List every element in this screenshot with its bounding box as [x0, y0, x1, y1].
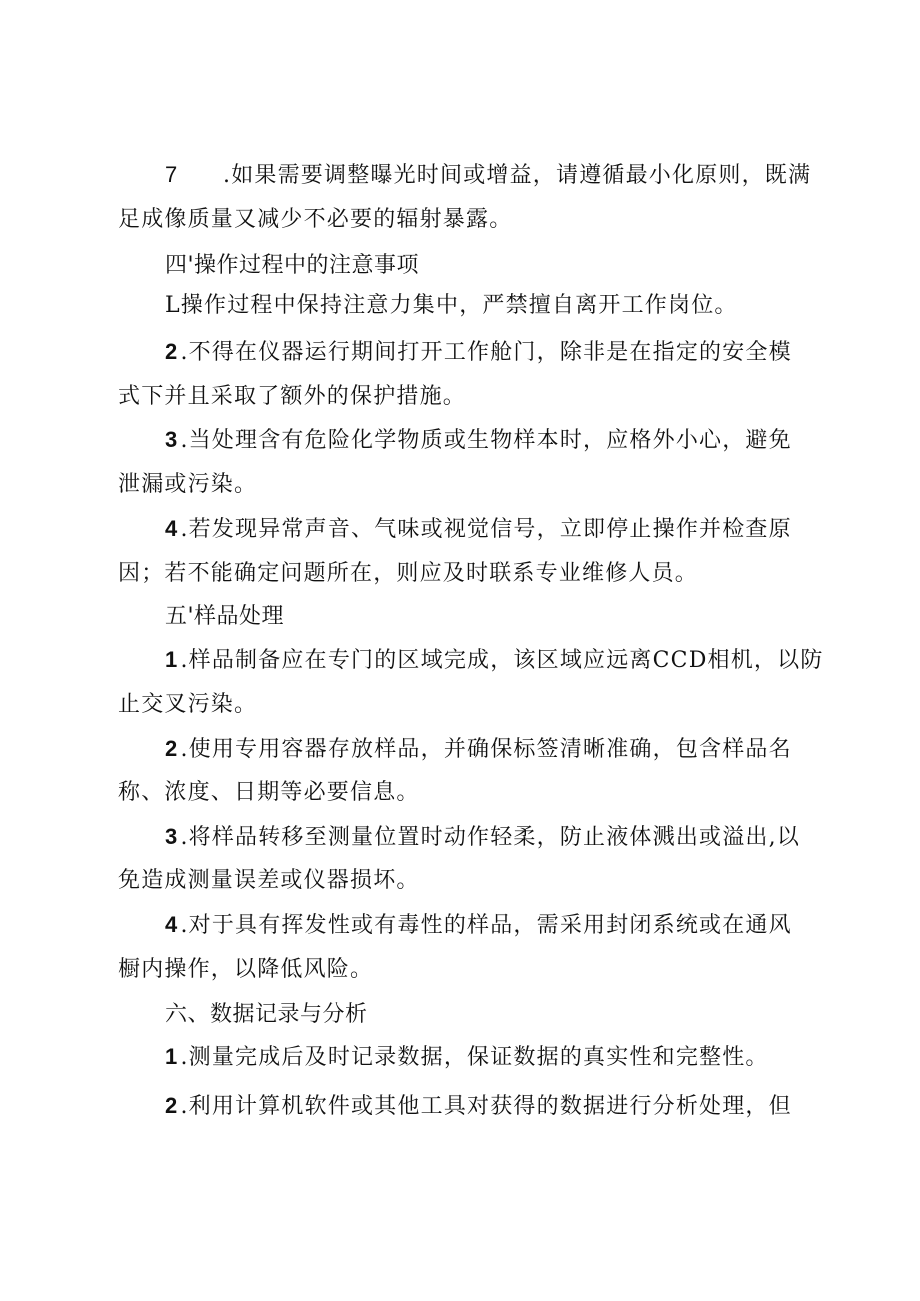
- list-item-5-4-line1: [165, 910, 815, 940]
- list-item-6-1-line1: [165, 1042, 815, 1072]
- item-text: .样品制备应在专门的区域完成，该区域应远离CCD相机，以防: [180, 648, 824, 673]
- item-text: .若发现异常声音、气味或视觉信号，立即停止操作并检查原: [180, 517, 792, 542]
- list-item-4-2-line2: 式下并且采取了额外的保护措施。: [118, 384, 467, 409]
- item-number: 7: [165, 162, 179, 187]
- section-heading-6: 六、数据记录与分析: [165, 1002, 368, 1027]
- list-item-7-line2: 足成像质量又减少不必要的辐射暴露。: [118, 207, 513, 232]
- section-heading-5: 五'样品处理: [165, 604, 285, 629]
- list-item-5-1-line2: 止交叉污染。: [118, 692, 258, 717]
- list-item-4-2-line1: [165, 337, 815, 367]
- list-item-6-2-line1: [165, 1091, 815, 1121]
- item-text: .对于具有挥发性或有毒性的样品，需采用封闭系统或在通风: [180, 913, 792, 938]
- item-text: .当处理含有危险化学物质或生物样本时，应格外小心，避免: [180, 428, 792, 453]
- list-item-7-line1: [165, 160, 815, 190]
- list-item-5-3-line1: [165, 822, 815, 852]
- item-text: .将样品转移至测量位置时动作轻柔，防止液体溅出或溢出,以: [180, 825, 801, 850]
- item-number: 3: [165, 824, 179, 849]
- item-number: 2: [165, 736, 179, 761]
- item-text: .利用计算机软件或其他工具对获得的数据进行分析处理，但: [180, 1094, 792, 1119]
- item-number: 4: [165, 516, 179, 541]
- item-number: 4: [165, 912, 179, 937]
- item-number: 2: [165, 339, 179, 364]
- item-text: .使用专用容器存放样品，并确保标签清晰准确，包含样品名: [180, 737, 792, 762]
- list-item-4-4-line1: [165, 514, 815, 544]
- item-text: .测量完成后及时记录数据，保证数据的真实性和完整性。: [180, 1045, 769, 1070]
- item-number: 3: [165, 427, 179, 452]
- list-item-4-3-line2: 泄漏或污染。: [118, 472, 258, 497]
- list-item-5-3-line2: 免造成测量误差或仪器损坏。: [118, 868, 420, 893]
- item-number: 1: [165, 647, 179, 672]
- item-text: .如果需要调整曝光时间或增益，请遵循最小化原则，既满: [223, 163, 812, 188]
- list-item-5-4-line2: 橱内操作，以降低风险。: [118, 957, 374, 982]
- list-item-5-1-line1: [165, 645, 824, 675]
- item-text: .不得在仪器运行期间打开工作舱门，除非是在指定的安全模: [180, 340, 792, 365]
- item-number: 2: [165, 1093, 179, 1118]
- list-item-5-2-line1: [165, 734, 815, 764]
- section-heading-4: 四'操作过程中的注意事项: [165, 253, 420, 278]
- list-item-4-3-line1: [165, 425, 815, 455]
- item-number: 1: [165, 1044, 179, 1069]
- list-item-4-4-line2: 因；若不能确定问题所在，则应及时联系专业维修人员。: [118, 561, 699, 586]
- list-item-4-1-line1: L操作过程中保持注意力集中，严禁擅自离开工作岗位。: [165, 293, 738, 318]
- list-item-5-2-line2: 称、浓度、日期等必要信息。: [118, 780, 420, 805]
